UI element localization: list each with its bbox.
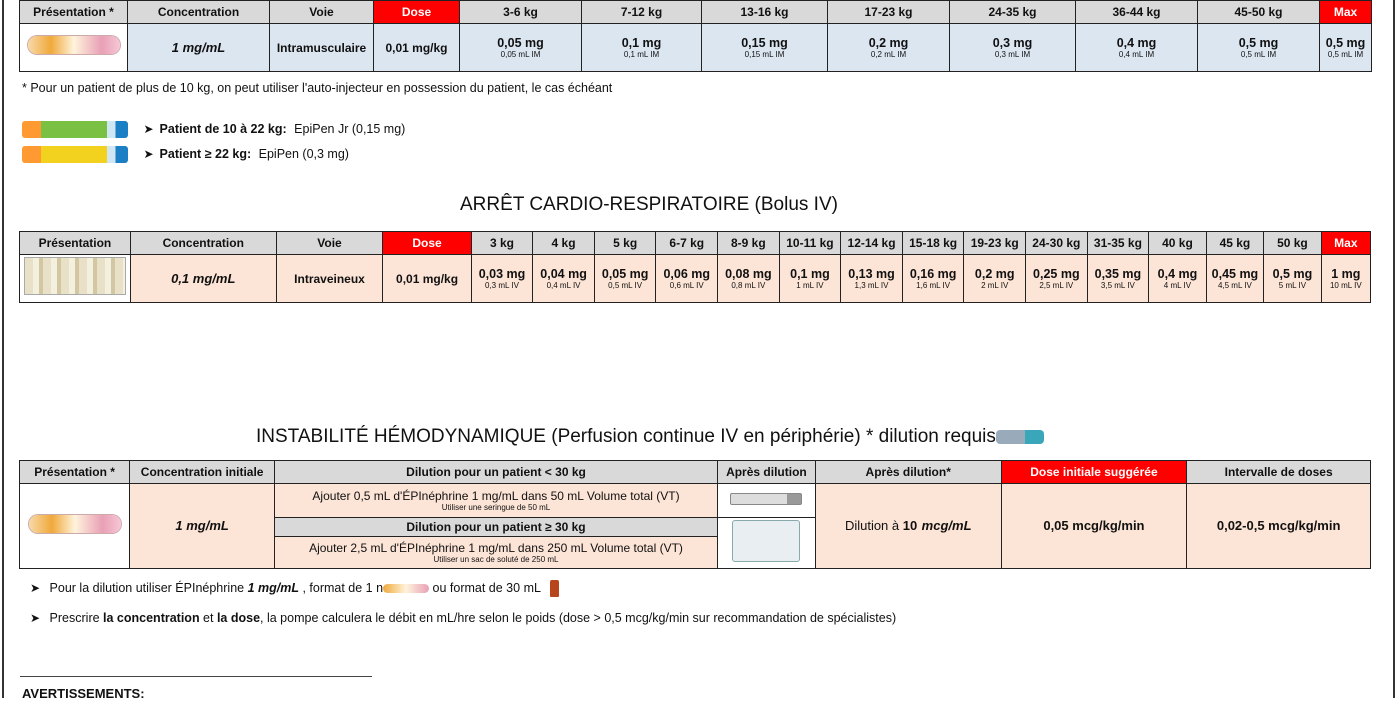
ampoule-icon bbox=[29, 515, 121, 533]
dose-range-cell bbox=[1187, 484, 1371, 569]
header-cell: 24-30 kg bbox=[1026, 232, 1088, 255]
weight-dose-cell bbox=[1206, 255, 1263, 303]
note2-text-d: la dose bbox=[216, 611, 261, 625]
dose-ml: 0,15 mL IM bbox=[744, 49, 785, 59]
epipen-adult-line bbox=[22, 146, 349, 163]
dose-ml: 5 mL IV bbox=[1278, 280, 1307, 290]
header-cell: 7-12 kg bbox=[582, 1, 702, 24]
dose-value: 0,01 mg/kg bbox=[396, 271, 459, 286]
dose-ml: 1 mL IV bbox=[796, 280, 824, 290]
header-cell: Intervalle de doses bbox=[1187, 461, 1371, 484]
header-cell: Présentation * bbox=[20, 1, 128, 24]
dose-mg: 0,05 mg bbox=[601, 266, 649, 281]
route-value: Intraveineux bbox=[294, 271, 365, 286]
presentation-cell bbox=[20, 255, 131, 303]
dose-mg: 0,13 mg bbox=[848, 266, 895, 281]
header-cell: 17-23 kg bbox=[828, 1, 950, 24]
dose-ml: 0,4 mL IV bbox=[546, 280, 581, 290]
dose-mg: 0,25 mg bbox=[1033, 266, 1080, 281]
header-cell: 31-35 kg bbox=[1087, 232, 1149, 255]
dose-mg: 0,2 mg bbox=[868, 35, 909, 50]
arrow-bullet-icon: ➤ bbox=[143, 121, 154, 136]
dose-ml: 0,5 mL IV bbox=[608, 280, 643, 290]
header-cell: Concentration initiale bbox=[130, 461, 275, 484]
dose-mg: 0,5 mg bbox=[1272, 266, 1313, 281]
header-cell: Après dilution* bbox=[815, 461, 1001, 484]
warnings-title: AVERTISSEMENTS: bbox=[22, 686, 145, 701]
dose-ml: 0,1 mL IM bbox=[623, 49, 660, 59]
header-cell: Présentation bbox=[20, 232, 131, 255]
header-cell: Présentation * bbox=[20, 461, 130, 484]
weight-dose-cell bbox=[702, 24, 828, 72]
epipen-adult-label: Patient ≥ 22 kg: bbox=[159, 146, 252, 161]
note1-text-a: Pour la dilution utiliser ÉPInéphrine bbox=[49, 580, 248, 595]
dose-mg: 0,5 mg bbox=[1238, 35, 1279, 50]
header-cell: 12-14 kg bbox=[841, 232, 903, 255]
weight-dose-cell bbox=[1087, 255, 1149, 303]
weight-dose-cell bbox=[1149, 255, 1206, 303]
dose-ml: 3,5 mL IV bbox=[1100, 280, 1135, 290]
weight-dose-cell bbox=[460, 24, 582, 72]
dose-mg: 0,2 mg bbox=[974, 266, 1015, 281]
note-dilution bbox=[30, 580, 559, 597]
weight-dose-cell bbox=[471, 255, 533, 303]
max-dose-cell bbox=[1320, 24, 1372, 72]
note-prescription bbox=[30, 611, 896, 625]
header-cell: Dose bbox=[383, 232, 471, 255]
table-header-row bbox=[20, 1, 1372, 24]
weight-dose-cell bbox=[1198, 24, 1320, 72]
header-cell: 8-9 kg bbox=[718, 232, 780, 255]
weight-dose-cell bbox=[950, 24, 1076, 72]
dilution-ge30-text: Ajouter 2,5 mL d'ÉPInéphrine 1 mg/mL dans 250 mL Volume total (VT) bbox=[309, 540, 683, 555]
note1-text-c: , format de 1 n bbox=[298, 580, 384, 595]
dilution-ge30-cell bbox=[275, 537, 718, 569]
header-cell: Après dilution bbox=[717, 461, 815, 484]
dilution-ge30-header: Dilution pour un patient ≥ 30 kg bbox=[275, 518, 718, 537]
header-cell: 6-7 kg bbox=[656, 232, 718, 255]
epipen-jr-label: Patient de 10 à 22 kg: bbox=[159, 121, 287, 136]
dilution-ge30-note: Utiliser un sac de soluté de 250 mL bbox=[433, 554, 559, 564]
note2-text-e: , la pompe calculera le débit en mL/hre selon le poids (dose > 0,5 mcg/kg/min sur recommandation de spécialistes) bbox=[260, 611, 897, 625]
header-cell: 50 kg bbox=[1264, 232, 1321, 255]
dose-ml: 0,5 mL IM bbox=[1240, 49, 1277, 59]
header-cell: 5 kg bbox=[594, 232, 656, 255]
dose-ml: 0,5 mL IM bbox=[1327, 49, 1364, 59]
vial-icon bbox=[24, 257, 126, 295]
dose-ml: 2 mL IV bbox=[981, 280, 1009, 290]
dose-mg: 0,5 mg bbox=[1325, 35, 1366, 50]
header-cell: 19-23 kg bbox=[964, 232, 1026, 255]
infusion-pump-icon bbox=[996, 430, 1044, 444]
dose-initial-value: 0,05 mcg/kg/min bbox=[1043, 518, 1145, 533]
weight-dose-cell bbox=[902, 255, 964, 303]
note2-text-b: la concentration bbox=[103, 611, 200, 625]
dose-ml: 0,6 mL IV bbox=[669, 280, 704, 290]
note1-text-b: 1 mg/mL bbox=[247, 580, 299, 595]
table-header-row bbox=[20, 461, 1371, 484]
header-cell: 36-44 kg bbox=[1076, 1, 1198, 24]
table-iv-bolus bbox=[19, 231, 1371, 303]
dose-ml: 1,6 mL IV bbox=[916, 280, 951, 290]
header-cell: 4 kg bbox=[533, 232, 595, 255]
concentration-value: 1 mg/mL bbox=[175, 518, 229, 533]
dose-mg: 0,3 mg bbox=[992, 35, 1033, 50]
dose-ml: 0,05 mL IM bbox=[500, 49, 541, 59]
dose-mg: 0,03 mg bbox=[478, 266, 526, 281]
dose-ml: 0,8 mL IV bbox=[731, 280, 766, 290]
note2-text-c: et bbox=[199, 611, 217, 625]
header-cell: Max bbox=[1321, 232, 1370, 255]
concentration-value: 1 mg/mL bbox=[171, 39, 226, 55]
header-cell: 3 kg bbox=[471, 232, 533, 255]
note2-text-a: Prescrire bbox=[49, 611, 104, 625]
weight-dose-cell bbox=[1026, 255, 1088, 303]
dose-range-value: 0,02-0,5 mcg/kg/min bbox=[1216, 518, 1341, 533]
table-header-row bbox=[20, 232, 1371, 255]
header-cell: Voie bbox=[276, 232, 383, 255]
dose-mg: 0,1 mg bbox=[621, 35, 662, 50]
section-title-cardiac-arrest: ARRÊT CARDIO-RESPIRATOIRE (Bolus IV) bbox=[460, 194, 838, 215]
weight-dose-cell bbox=[828, 24, 950, 72]
epipen-jr-value: EpiPen Jr (0,15 mg) bbox=[294, 121, 406, 136]
header-cell: 15-18 kg bbox=[902, 232, 964, 255]
dose-ml: 2,5 mL IV bbox=[1039, 280, 1074, 290]
after-dilution-cell bbox=[815, 484, 1001, 569]
bottle-icon bbox=[550, 580, 559, 597]
footnote: * Pour un patient de plus de 10 kg, on peut utiliser l'auto-injecteur en possession du patient, le cas échéant bbox=[22, 81, 613, 95]
header-cell: Concentration bbox=[130, 232, 276, 255]
dose-mg: 0,16 mg bbox=[909, 266, 957, 281]
header-cell: Concentration bbox=[128, 1, 270, 24]
table-row bbox=[20, 484, 1371, 518]
weight-dose-cell bbox=[582, 24, 702, 72]
header-cell: Dilution pour un patient < 30 kg bbox=[275, 461, 718, 484]
dose-mg: 0,4 mg bbox=[1116, 35, 1157, 50]
header-cell: 40 kg bbox=[1149, 232, 1206, 255]
weight-dose-cell bbox=[718, 255, 780, 303]
dose-cell bbox=[383, 255, 471, 303]
dose-ml: 4,5 mL IV bbox=[1217, 280, 1252, 290]
iv-bag-cell bbox=[717, 518, 815, 569]
weight-dose-cell bbox=[779, 255, 841, 303]
max-dose-cell bbox=[1321, 255, 1370, 303]
header-cell: 45 kg bbox=[1206, 232, 1263, 255]
dose-value: 0,01 mg/kg bbox=[385, 40, 448, 55]
dose-mg: 0,08 mg bbox=[725, 266, 772, 281]
header-cell: 13-16 kg bbox=[702, 1, 828, 24]
route-cell bbox=[276, 255, 383, 303]
weight-dose-cell bbox=[594, 255, 656, 303]
dose-ml: 4 mL IV bbox=[1163, 280, 1192, 290]
epipen-adult-value: EpiPen (0,3 mg) bbox=[258, 146, 349, 161]
header-cell: Dose initiale suggérée bbox=[1001, 461, 1187, 484]
weight-dose-cell bbox=[964, 255, 1026, 303]
note1-text-d: ou format de 30 mL bbox=[429, 580, 541, 595]
table-infusion bbox=[19, 460, 1371, 569]
header-cell: Max bbox=[1320, 1, 1372, 24]
after-dilution-value: 10 bbox=[902, 518, 918, 533]
arrow-bullet-icon: ➤ bbox=[30, 580, 41, 595]
after-dilution-unit: mcg/mL bbox=[921, 518, 972, 533]
arrow-bullet-icon: ➤ bbox=[30, 611, 41, 625]
dose-cell bbox=[374, 24, 460, 72]
table-row bbox=[20, 24, 1372, 72]
table-row bbox=[20, 255, 1371, 303]
ampoule-icon bbox=[28, 36, 120, 54]
dose-mg: 0,45 mg bbox=[1211, 266, 1259, 281]
route-value: Intramusculaire bbox=[276, 40, 367, 55]
epipen-jr-icon bbox=[22, 121, 128, 138]
dose-ml: 10 mL IV bbox=[1329, 280, 1362, 290]
concentration-cell bbox=[130, 255, 276, 303]
dose-mg: 0,35 mg bbox=[1094, 266, 1142, 281]
dose-ml: 0,2 mL IM bbox=[870, 49, 907, 59]
epipen-jr-line bbox=[22, 121, 405, 138]
ampoule-icon bbox=[383, 584, 429, 593]
dose-ml: 1,3 mL IV bbox=[854, 280, 889, 290]
concentration-cell bbox=[130, 484, 275, 569]
dose-mg: 0,06 mg bbox=[663, 266, 711, 281]
syringe-cell bbox=[717, 484, 815, 518]
section-title-text: INSTABILITÉ HÉMODYNAMIQUE (Perfusion continue IV en périphérie) * dilution requis bbox=[256, 426, 996, 447]
weight-dose-cell bbox=[1264, 255, 1321, 303]
route-cell bbox=[270, 24, 374, 72]
header-cell: 3-6 kg bbox=[460, 1, 582, 24]
dilution-lt30-note: Utiliser une seringue de 50 mL bbox=[441, 502, 551, 512]
dilution-lt30-cell bbox=[275, 484, 718, 518]
dose-mg: 0,1 mg bbox=[790, 266, 830, 281]
dose-mg: 0,05 mg bbox=[497, 35, 544, 50]
weight-dose-cell bbox=[656, 255, 718, 303]
dose-ml: 0,4 mL IM bbox=[1118, 49, 1155, 59]
dose-ml: 0,3 mL IM bbox=[994, 49, 1031, 59]
header-cell: 24-35 kg bbox=[950, 1, 1076, 24]
dilution-lt30-text: Ajouter 0,5 mL d'ÉPInéphrine 1 mg/mL dans 50 mL Volume total (VT) bbox=[312, 488, 680, 503]
after-dilution-prefix: Dilution à bbox=[844, 518, 903, 533]
dose-mg: 0,04 mg bbox=[540, 266, 587, 281]
concentration-value: 0,1 mg/mL bbox=[171, 270, 236, 286]
iv-bag-icon bbox=[732, 520, 800, 562]
concentration-cell bbox=[128, 24, 270, 72]
header-cell: Dose bbox=[374, 1, 460, 24]
divider bbox=[20, 676, 372, 677]
weight-dose-cell bbox=[841, 255, 903, 303]
header-cell: 10-11 kg bbox=[779, 232, 841, 255]
dose-mg: 0,4 mg bbox=[1157, 266, 1198, 281]
dose-ml: 0,3 mL IV bbox=[484, 280, 519, 290]
dose-mg: 1 mg bbox=[1331, 266, 1361, 281]
weight-dose-cell bbox=[1076, 24, 1198, 72]
table-im bbox=[19, 0, 1372, 72]
dose-mg: 0,15 mg bbox=[741, 35, 788, 50]
epipen-icon bbox=[22, 146, 128, 163]
section-title-hemodynamic bbox=[256, 426, 1044, 448]
header-cell: 45-50 kg bbox=[1198, 1, 1320, 24]
presentation-cell bbox=[20, 484, 130, 569]
syringe-icon bbox=[730, 493, 802, 505]
header-cell: Voie bbox=[270, 1, 374, 24]
arrow-bullet-icon: ➤ bbox=[143, 146, 154, 161]
weight-dose-cell bbox=[533, 255, 595, 303]
dose-initial-cell bbox=[1001, 484, 1187, 569]
presentation-cell bbox=[20, 24, 128, 72]
